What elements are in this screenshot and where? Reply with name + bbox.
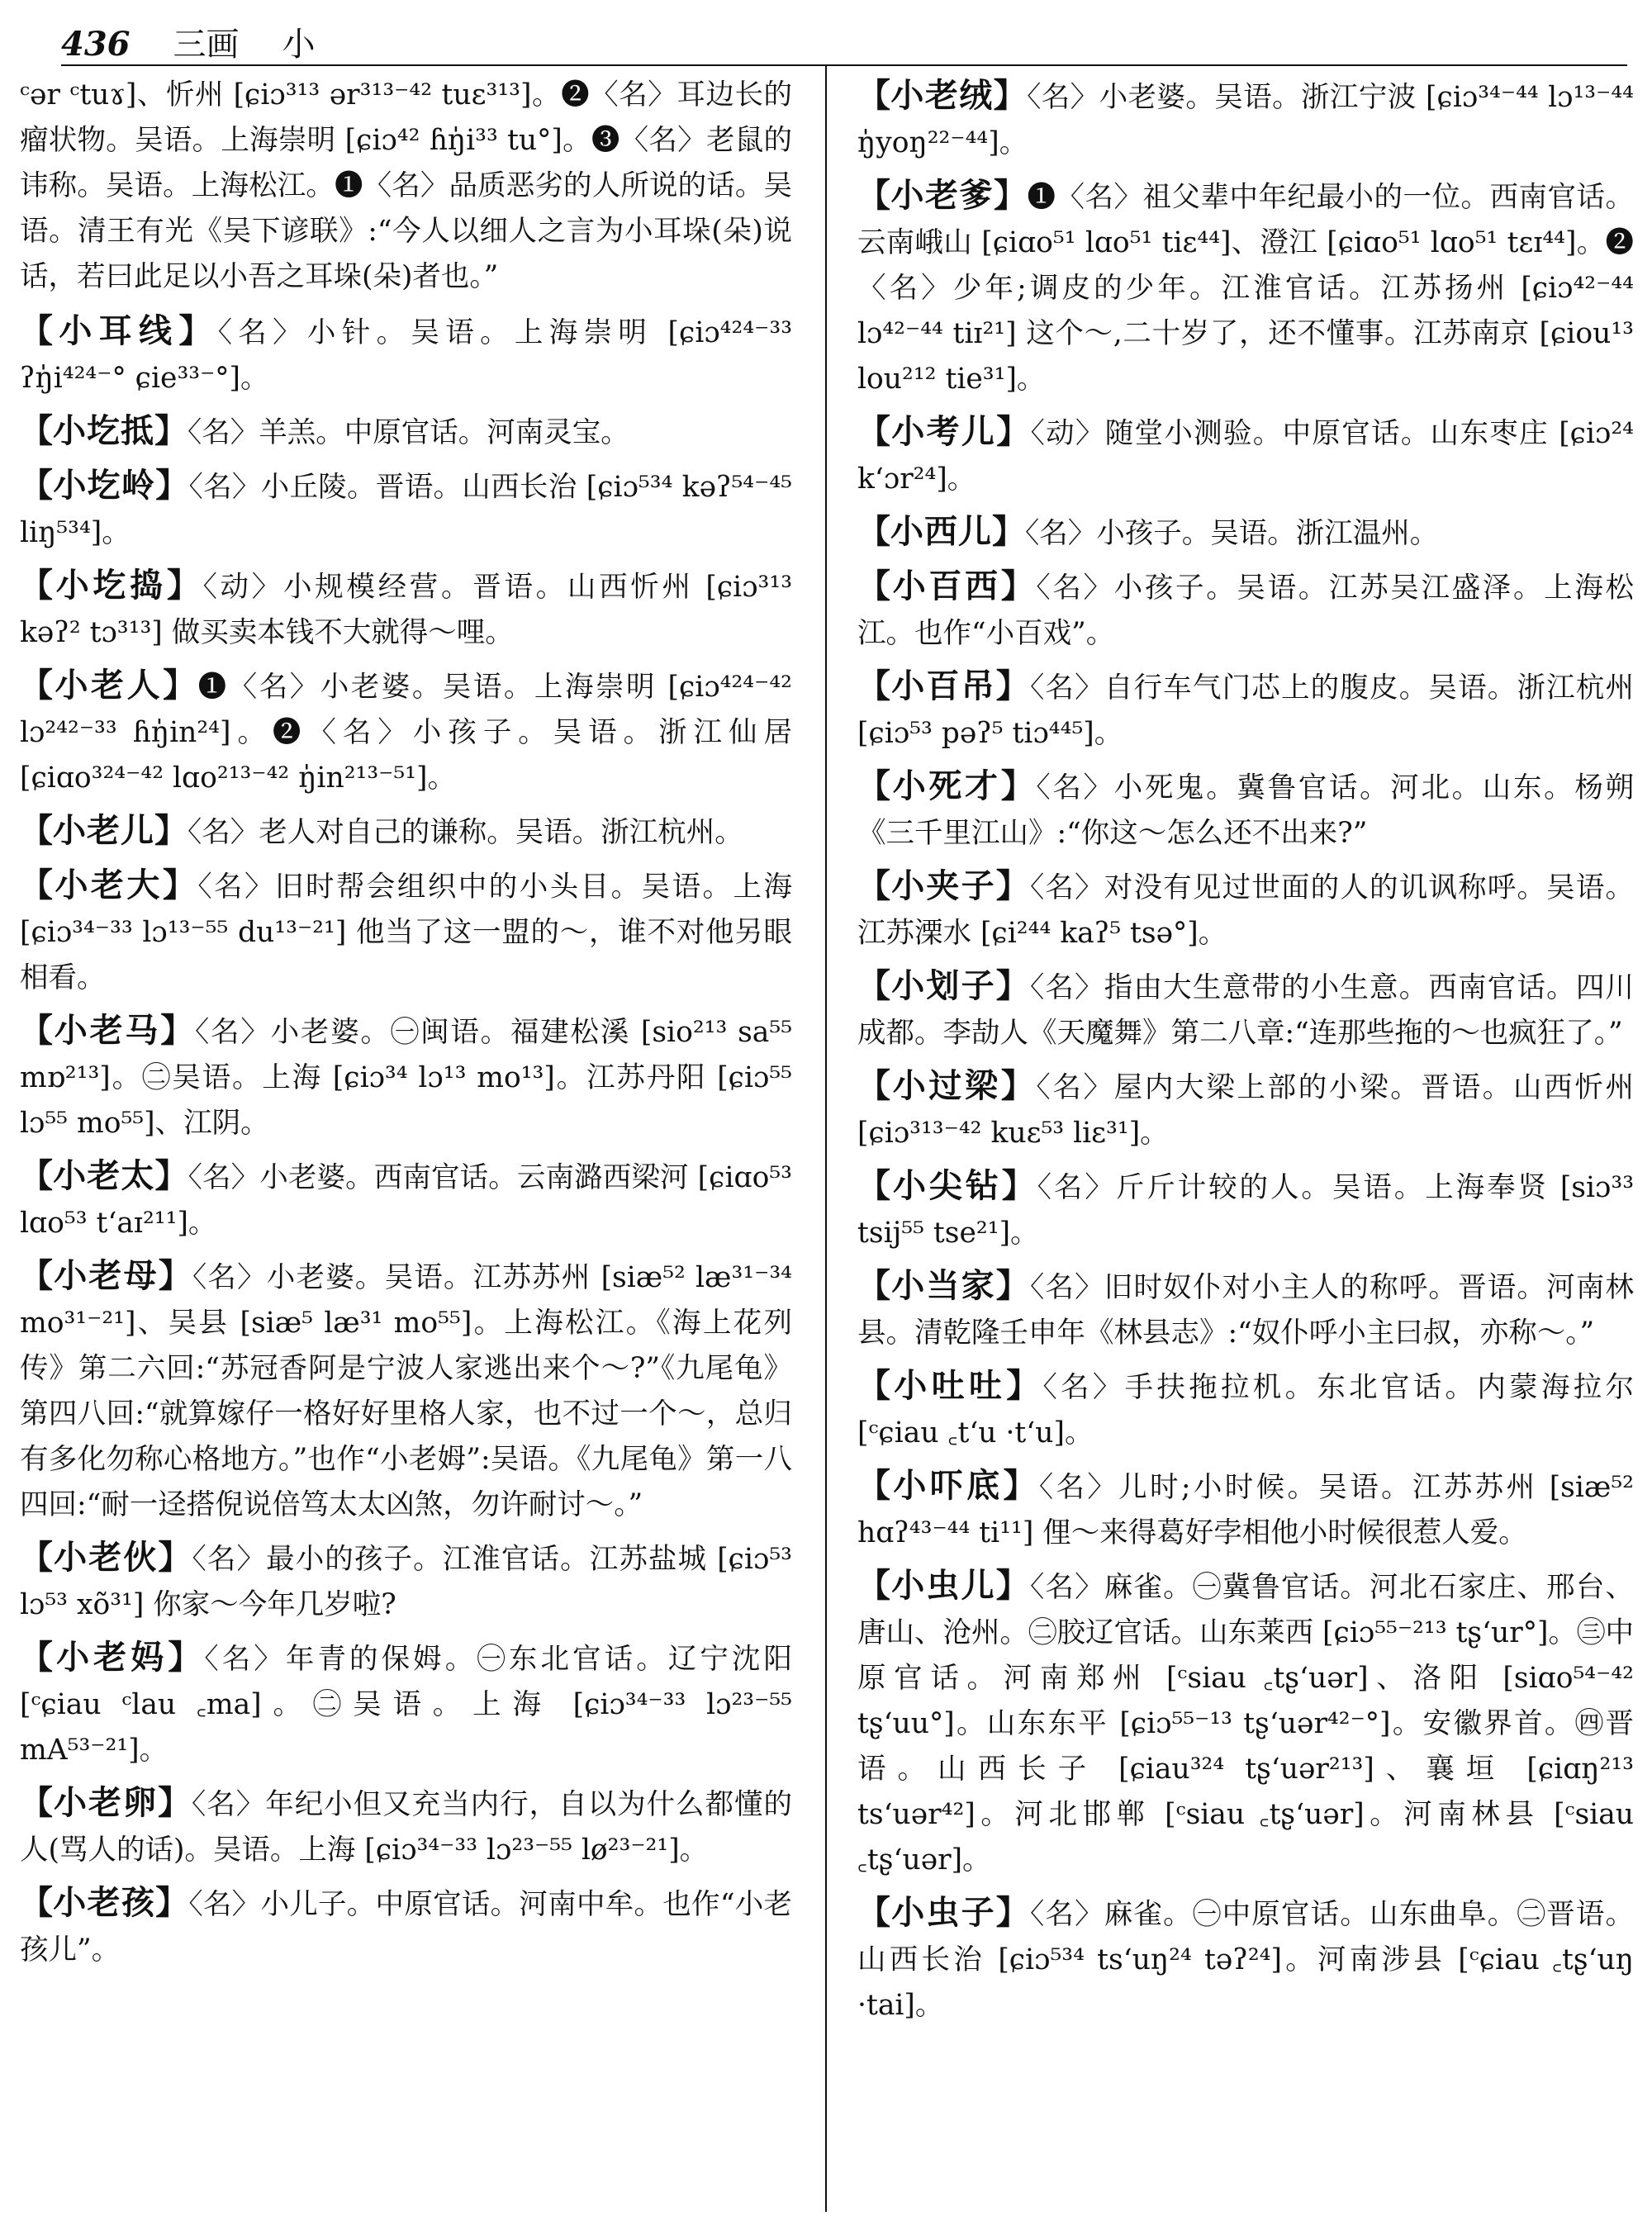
headword-bracket-open: 【 bbox=[857, 1166, 893, 1205]
dictionary-entry bbox=[20, 1780, 792, 1873]
dictionary-entry bbox=[20, 1008, 792, 1146]
entry-headword: 小虫儿 bbox=[891, 1566, 996, 1605]
header-stroke-count: 三画 bbox=[173, 26, 240, 64]
headword-bracket-close: 】 bbox=[154, 411, 188, 450]
entry-headword: 小百吊 bbox=[891, 667, 996, 705]
headword-bracket-close: 】 bbox=[155, 1883, 189, 1922]
entry-headword: 小吓底 bbox=[893, 1466, 1004, 1505]
headword-bracket-close: 】 bbox=[994, 176, 1028, 215]
entry-headword: 小老孩 bbox=[53, 1883, 156, 1922]
entry-definition: ᶜər ᶜtuɤ]、忻州 [ɕiɔ³¹³ ər³¹³⁻⁴² tuɛ³¹³]。❷〈名〉耳边长的瘤状物。吴语。上海崇明 [ɕiɔ⁴² ɦŋ̍i³³ tu°]。❸〈名〉老鼠的讳称。吴语。上海松江。❶〈名〉品质恶劣的人所说的话。吴语。清王有光《吴下谚联》:“今人以细人之言为小耳垛(朵)说话，若曰此足以小吾之耳垛(朵)者也。” bbox=[20, 78, 792, 293]
headword-bracket-close: 】 bbox=[1000, 567, 1037, 605]
headword-bracket-open: 【 bbox=[857, 1466, 894, 1505]
entry-headword: 小圪岭 bbox=[53, 466, 156, 505]
entry-definition: ❶〈名〉小老婆。吴语。上海崇明 [ɕiɔ⁴²⁴⁻⁴² lɔ²⁴²⁻³³ ɦŋ̍in²⁴]。❷〈名〉小孩子。吴语。浙江仙居 [ɕiɑo³²⁴⁻⁴² lɑo²¹³⁻⁴² ŋ̍in²¹³⁻⁵¹]。 bbox=[20, 671, 793, 795]
headword-bracket-open: 【 bbox=[857, 1266, 892, 1305]
right-column bbox=[857, 73, 1634, 2035]
header-rule bbox=[61, 64, 1627, 66]
entry-definition: 〈名〉对没有见过世面的人的讥讽称呼。吴语。江苏溧水 [ɕi²⁴⁴ kaʔ⁵ tsə°]。 bbox=[857, 871, 1635, 950]
headword-bracket-open: 【 bbox=[857, 512, 890, 551]
entry-definition: 〈名〉屋内大梁上部的小梁。晋语。山西忻州 [ɕiɔ³¹³⁻⁴² kuɛ⁵³ liɛ³¹]。 bbox=[857, 1071, 1635, 1150]
headword-bracket-open: 【 bbox=[20, 566, 56, 605]
page-header bbox=[61, 18, 316, 68]
entry-headword: 小虫子 bbox=[891, 1893, 996, 1932]
entry-headword: 小耳线 bbox=[59, 311, 179, 350]
entry-headword: 小圪抵 bbox=[53, 411, 154, 450]
dictionary-entry bbox=[20, 308, 792, 401]
headword-bracket-close: 】 bbox=[166, 566, 203, 605]
headword-bracket-open: 【 bbox=[857, 176, 891, 215]
dictionary-entry bbox=[20, 463, 792, 556]
dictionary-entry bbox=[20, 562, 792, 656]
dictionary-entry bbox=[20, 1880, 792, 1973]
headword-bracket-open: 【 bbox=[857, 76, 891, 115]
entry-headword: 小百西 bbox=[892, 567, 1001, 605]
dictionary-entry bbox=[857, 1463, 1634, 1556]
dictionary-entry bbox=[20, 1535, 792, 1628]
entry-headword: 小吐吐 bbox=[894, 1366, 1007, 1405]
headword-bracket-open: 【 bbox=[20, 1156, 54, 1195]
dictionary-entry bbox=[857, 563, 1634, 657]
headword-bracket-open: 【 bbox=[857, 1066, 893, 1105]
headword-bracket-open: 【 bbox=[20, 466, 54, 505]
dictionary-entry bbox=[857, 409, 1634, 502]
entry-definition: 〈名〉小针。吴语。上海崇明 [ɕiɔ⁴²⁴⁻³³ ʔŋ̍i⁴²⁴⁻° ɕie³³⁻°]。 bbox=[20, 316, 793, 395]
entry-headword: 小考儿 bbox=[891, 412, 997, 451]
entry-headword: 小西儿 bbox=[890, 512, 992, 551]
dictionary-entry bbox=[857, 509, 1634, 557]
headword-bracket-open: 【 bbox=[857, 766, 893, 805]
entry-headword: 小老妈 bbox=[56, 1638, 169, 1677]
headword-bracket-open: 【 bbox=[857, 412, 892, 451]
headword-bracket-close: 】 bbox=[178, 311, 218, 350]
headword-bracket-open: 【 bbox=[20, 1011, 55, 1050]
headword-bracket-close: 】 bbox=[1001, 1166, 1037, 1205]
headword-bracket-close: 】 bbox=[995, 1893, 1030, 1932]
headword-bracket-close: 】 bbox=[163, 666, 198, 705]
entry-definition: 〈名〉小老婆。㊀闽语。福建松溪 [sio²¹³ sa⁵⁵ mɒ²¹³]。㊁吴语。上海 [ɕiɔ³⁴ lɔ¹³ mo¹³]。江苏丹阳 [ɕiɔ⁵⁵ lɔ⁵⁵ mo⁵⁵]、江阴。 bbox=[20, 1016, 793, 1140]
headword-bracket-close: 】 bbox=[1000, 766, 1037, 805]
headword-bracket-close: 】 bbox=[154, 1156, 188, 1195]
entry-definition: 〈名〉小老婆。吴语。浙江宁波 [ɕiɔ³⁴⁻⁴⁴ lɔ¹³⁻⁴⁴ ŋ̍yoŋ²²⁻⁴⁴]。 bbox=[857, 81, 1634, 159]
header-radical: 小 bbox=[282, 26, 316, 64]
dictionary-entry bbox=[20, 808, 792, 856]
headword-bracket-close: 】 bbox=[995, 667, 1030, 705]
headword-bracket-close: 】 bbox=[995, 866, 1030, 905]
entry-definition: 〈名〉斤斤计较的人。吴语。上海奉贤 [siɔ³³ tsij⁵⁵ tse²¹]。 bbox=[857, 1171, 1635, 1250]
entry-definition: 〈名〉羊羔。中原官话。河南灵宝。 bbox=[188, 416, 629, 449]
entry-headword: 小老伙 bbox=[54, 1538, 159, 1577]
entry-headword: 小老马 bbox=[54, 1011, 161, 1050]
entry-headword: 小老儿 bbox=[53, 811, 154, 850]
entry-definition: 〈名〉指由大生意带的小生意。西南官话。四川成都。李劼人《天魔舞》第二八章:“连那些拖的～也疯狂了。” bbox=[857, 971, 1635, 1050]
headword-bracket-open: 【 bbox=[20, 311, 59, 350]
entry-definition: 〈名〉麻雀。㊀中原官话。山东曲阜。㊁晋语。山西长治 [ɕiɔ⁵³⁴ tsʻuŋ²⁴ təʔ²⁴]。河南涉县 [ᶜɕiau ꜀tʂʻuŋ ·tai]。 bbox=[857, 1898, 1635, 2022]
entry-headword: 小老爹 bbox=[890, 176, 994, 215]
headword-bracket-open: 【 bbox=[20, 1256, 55, 1295]
headword-bracket-close: 】 bbox=[996, 412, 1031, 451]
headword-bracket-close: 】 bbox=[993, 76, 1028, 115]
headword-bracket-close: 】 bbox=[995, 1266, 1030, 1305]
headword-bracket-close: 】 bbox=[168, 1638, 205, 1677]
headword-bracket-open: 【 bbox=[20, 866, 55, 904]
headword-bracket-open: 【 bbox=[857, 667, 892, 705]
headword-bracket-open: 【 bbox=[20, 1883, 54, 1922]
dictionary-entry bbox=[857, 1563, 1634, 1883]
entry-definition: 〈动〉小规模经营。晋语。山西忻州 [ɕiɔ³¹³ kəʔ² tɔ³¹³] 做买卖本钱不大就得～哩。 bbox=[20, 571, 793, 649]
entry-definition: 〈名〉麻雀。㊀冀鲁官话。河北石家庄、邢台、唐山、沧州。㊁胶辽官话。山东莱西 [ɕiɔ⁵⁵⁻²¹³ tʂʻur°]。㊂中原官话。河南郑州 [ᶜsiau ꜀tʂʻuər]、洛阳 [siɑo⁵⁴⁻⁴² tʂʻuu°]。山东东平 [ɕiɔ⁵⁵⁻¹³ tʂʻuər⁴²⁻°]。安徽界首。㊃晋语。山西长子 [ɕiau³²⁴ tʂʻuər²¹³]、襄垣 [ɕiɑŋ²¹³ tsʻuər⁴²]。河北邯郸 [ᶜsiau ꜀tʂʻuər]。河南林县 [ᶜsiau ꜀tʂʻuər]。 bbox=[857, 1571, 1635, 1877]
dictionary-entry bbox=[20, 1153, 792, 1246]
entry-definition: 〈名〉小老婆。吴语。江苏苏州 [siæ⁵² læ³¹⁻³⁴ mo³¹⁻²¹]、吴县 [siæ⁵ læ³¹ mo⁵⁵]。上海松江。《海上花列传》第二六回:“苏冠香阿是宁波人家逃出来个～?”《九尾龟》第四八回:“就算嫁仔一格好好里格人家，也不过一个～，总归有多化勿称心格地方。”也作“小老姆”:吴语。《九尾龟》第一八四回:“耐一迳搭倪说倍笃太太凶煞，勿许耐讨～。” bbox=[20, 1261, 793, 1521]
entry-headword: 小当家 bbox=[891, 1266, 996, 1305]
headword-bracket-open: 【 bbox=[20, 1638, 57, 1677]
headword-bracket-open: 【 bbox=[20, 411, 53, 450]
entry-headword: 小夹子 bbox=[891, 866, 996, 905]
entry-definition: 〈名〉老人对自己的谦称。吴语。浙江杭州。 bbox=[188, 816, 743, 849]
dictionary-entry bbox=[20, 1635, 792, 1773]
entry-headword: 小尖钻 bbox=[892, 1166, 1002, 1205]
dictionary-entry bbox=[857, 173, 1634, 402]
entry-definition: 〈名〉旧时帮会组织中的小头目。吴语。上海 [ɕiɔ³⁴⁻³³ lɔ¹³⁻⁵⁵ du¹³⁻²¹] 他当了这一盟的～，谁不对他另眼相看。 bbox=[20, 871, 792, 994]
entry-headword: 小划子 bbox=[891, 966, 996, 1005]
entry-definition: ❶〈名〉祖父辈中年纪最小的一位。西南官话。云南峨山 [ɕiɑo⁵¹ lɑo⁵¹ tiɛ⁴⁴]、澄江 [ɕiɑo⁵¹ lɑo⁵¹ tɛɪ⁴⁴]。❷〈名〉少年;调皮的少年。江淮官话。江苏扬州 [ɕiɔ⁴²⁻⁴⁴ lɔ⁴²⁻⁴⁴ tiɪ²¹] 这个～,二十岁了，还不懂事。江苏南京 [ɕiou¹³ lou²¹² tie³¹]。 bbox=[857, 181, 1634, 396]
entry-headword: 小老太 bbox=[53, 1156, 155, 1195]
column-divider bbox=[825, 64, 827, 2212]
dictionary-entry bbox=[857, 763, 1634, 856]
entry-definition: 〈名〉年纪小但又充当内行，自以为什么都懂的人(骂人的话)。吴语。上海 [ɕiɔ³⁴⁻³³ lɔ²³⁻⁵⁵ lø²³⁻²¹]。 bbox=[20, 1788, 793, 1867]
entry-headword: 小老卵 bbox=[54, 1783, 158, 1822]
headword-bracket-open: 【 bbox=[20, 666, 55, 705]
entry-definition: 〈名〉小孩子。吴语。江苏吴江盛泽。上海松江。也作“小百戏”。 bbox=[857, 572, 1635, 650]
headword-bracket-open: 【 bbox=[20, 1538, 55, 1577]
dictionary-entry bbox=[857, 1890, 1634, 2028]
dictionary-entry bbox=[857, 1063, 1634, 1156]
headword-bracket-open: 【 bbox=[857, 567, 893, 605]
headword-bracket-close: 】 bbox=[1006, 1366, 1043, 1405]
headword-bracket-open: 【 bbox=[20, 1783, 54, 1822]
entry-definition: 〈名〉小儿子。中原官话。河南中牟。也作“小老孩儿”。 bbox=[20, 1888, 793, 1967]
entry-definition: 〈名〉自行车气门芯上的腹皮。吴语。浙江杭州 [ɕiɔ⁵³ pəʔ⁵ tiɔ⁴⁴⁵]。 bbox=[857, 671, 1635, 750]
headword-bracket-open: 【 bbox=[857, 866, 892, 905]
headword-bracket-close: 】 bbox=[162, 866, 198, 904]
entry-definition: 〈名〉小老婆。西南官话。云南潞西梁河 [ɕiɑo⁵³ lɑo⁵³ tʻaɪ²¹¹]。 bbox=[20, 1161, 793, 1240]
entry-definition: 〈名〉儿时;小时候。吴语。江苏苏州 [siæ⁵² hɑʔ⁴³⁻⁴⁴ ti¹¹] 俚～来得葛好孛相他小时候很惹人爱。 bbox=[857, 1471, 1635, 1549]
entry-definition: 〈名〉小孩子。吴语。浙江温州。 bbox=[1025, 517, 1439, 550]
entry-definition: 〈名〉最小的孩子。江淮官话。江苏盐城 [ɕiɔ⁵³ lɔ⁵³ xõ³¹] 你家～今年几岁啦? bbox=[20, 1543, 793, 1621]
headword-bracket-close: 】 bbox=[995, 1566, 1030, 1605]
page-number: 436 bbox=[61, 25, 131, 64]
dictionary-entry bbox=[857, 663, 1634, 757]
dictionary-entry bbox=[857, 1263, 1634, 1356]
headword-bracket-open: 【 bbox=[857, 1893, 892, 1932]
entry-headword: 小老人 bbox=[55, 666, 164, 705]
entry-headword: 小死才 bbox=[892, 766, 1001, 805]
entry-definition: 〈名〉手扶拖拉机。东北官话。内蒙海拉尔 [ᶜɕiau ꜀tʻu ·tʻu]。 bbox=[857, 1371, 1635, 1450]
dictionary-entry bbox=[20, 862, 792, 1001]
headword-bracket-close: 】 bbox=[155, 466, 189, 505]
headword-bracket-close: 】 bbox=[1000, 1066, 1037, 1105]
headword-bracket-open: 【 bbox=[857, 1366, 895, 1405]
headword-bracket-close: 】 bbox=[157, 1783, 192, 1822]
headword-bracket-close: 】 bbox=[992, 512, 1025, 551]
dictionary-entry bbox=[20, 662, 792, 801]
headword-bracket-open: 【 bbox=[857, 1566, 892, 1605]
headword-bracket-close: 】 bbox=[1003, 1466, 1039, 1505]
entry-definition: 〈名〉年青的保姆。㊀东北官话。辽宁沈阳 [ᶜɕiau ᶜlau ꜀ma]。㊁吴语。上海 [ɕiɔ³⁴⁻³³ lɔ²³⁻⁵⁵ mA⁵³⁻²¹]。 bbox=[20, 1643, 793, 1767]
headword-bracket-close: 】 bbox=[995, 966, 1030, 1005]
entry-definition: 〈动〉随堂小测验。中原官话。山东枣庄 [ɕiɔ²⁴ kʻɔr²⁴]。 bbox=[857, 417, 1635, 496]
dictionary-entry bbox=[857, 73, 1634, 166]
dictionary-entry bbox=[857, 1163, 1634, 1256]
entry-definition: 〈名〉旧时奴仆对小主人的称呼。晋语。河南林县。清乾隆壬申年《林县志》:“奴仆呼小主曰叔，亦称～。” bbox=[857, 1271, 1635, 1350]
headword-bracket-close: 】 bbox=[158, 1538, 192, 1577]
dictionary-entry bbox=[857, 1363, 1634, 1456]
entry-headword: 小过梁 bbox=[892, 1066, 1001, 1105]
entry-headword: 小老绒 bbox=[890, 76, 994, 115]
headword-bracket-close: 】 bbox=[160, 1011, 195, 1050]
entry-headword: 小圪捣 bbox=[55, 566, 167, 605]
entry-headword: 小老母 bbox=[54, 1256, 159, 1295]
headword-bracket-close: 】 bbox=[154, 811, 188, 850]
dictionary-entry bbox=[20, 1253, 792, 1528]
headword-bracket-close: 】 bbox=[158, 1256, 192, 1295]
headword-bracket-open: 【 bbox=[857, 966, 892, 1005]
dictionary-entry bbox=[857, 963, 1634, 1056]
entry-headword: 小老大 bbox=[55, 866, 163, 904]
entry-definition: 〈名〉小死鬼。冀鲁官话。河北。山东。杨朔《三千里江山》:“你这～怎么还不出来?” bbox=[857, 771, 1635, 850]
left-column bbox=[20, 73, 792, 1980]
headword-bracket-open: 【 bbox=[20, 811, 53, 850]
entry-continuation bbox=[20, 73, 792, 300]
dictionary-entry bbox=[20, 408, 792, 456]
dictionary-entry bbox=[857, 863, 1634, 956]
entry-definition: 〈名〉小丘陵。晋语。山西长治 [ɕiɔ⁵³⁴ kəʔ⁵⁴⁻⁴⁵ liŋ⁵³⁴]。 bbox=[20, 471, 793, 549]
